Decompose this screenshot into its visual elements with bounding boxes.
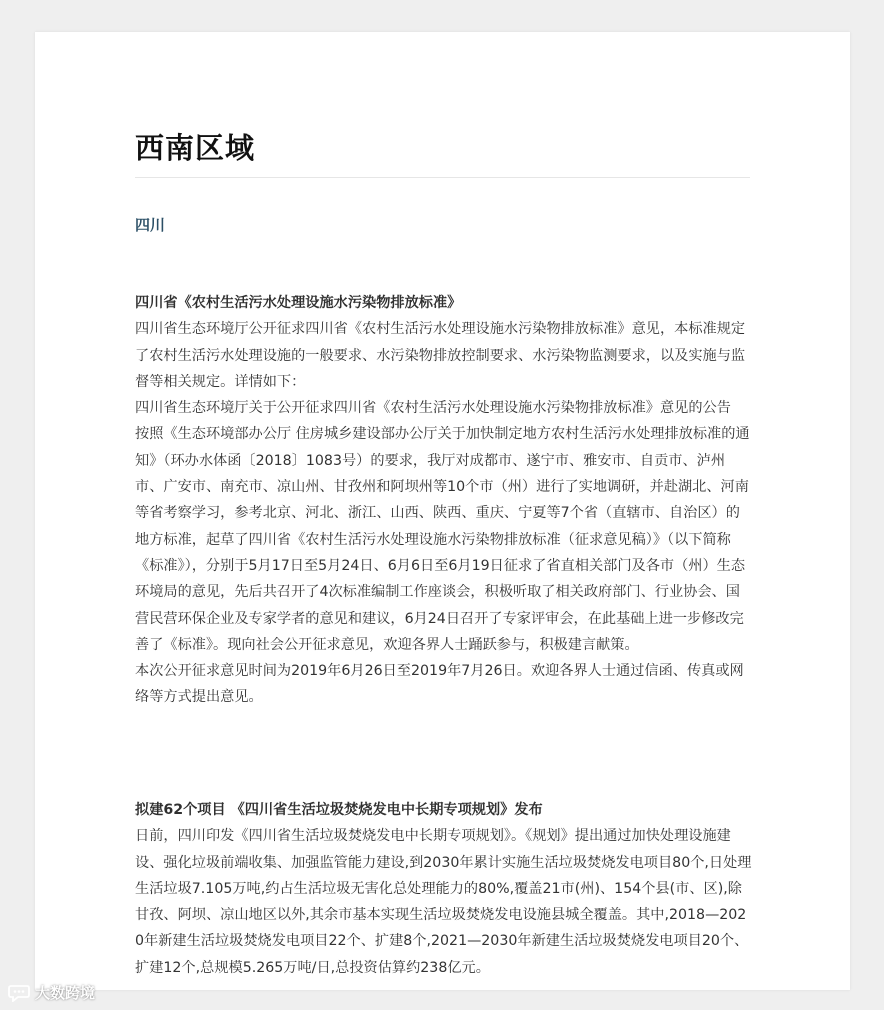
watermark: [8, 982, 95, 1003]
article-paragraph: 四川省生态环境厅关于公开征求四川省《农村生活污水处理设施水污染物排放标准》意见的公告: [135, 400, 731, 417]
article-paragraph: 按照《生态环境部办公厅 住房城乡建设部办公厅关于加快制定地方农村生活污水处理排放标准的通知》（环办水体函〔2018〕1083号）的要求，我厅对成都市、遂宁市、雅安市、自贡市、泸州市、广安市、南充市、凉山州、甘孜州和阿坝州等10个市（州）进行了实地调研，并赴湖北、河南等省考察学习，参考北京、河北、浙江、山西、陕西、重庆、宁夏等7个省（直辖市、自治区）的地方标准，起草了四川省《农村生活污水处理设施水污染物排放标准（征求意见稿）》（以下简称《标准》），分别于5月17日至5月24日、6月6日至6月19日征求了省直相关部门及各市（州）生态环境局的意见，先后共召开了4次标准编制工作座谈会，积极听取了相关政府部门、行业协会、国营民营环保企业及专家学者的意见和建议，6月24日召开了专家评审会，在此基础上进一步修改完善了《标准》。现向社会公开征求意见，欢迎各界人士踊跃参与，积极建言献策。: [135, 426, 750, 653]
watermark-text: 大数跨境: [35, 984, 96, 1002]
article-waste-incineration-plan: [135, 797, 752, 981]
article-title: 拟建62个项目 《四川省生活垃圾焚烧发电中长期专项规划》发布: [135, 802, 543, 818]
article-title: 四川省《农村生活污水处理设施水污染物排放标准》: [135, 295, 462, 311]
article-card: [35, 32, 850, 990]
article-sichuan-sewage-standard: [135, 290, 752, 711]
title-divider: [135, 177, 750, 178]
article-paragraph: 四川省生态环境厅公开征求四川省《农村生活污水处理设施水污染物排放标准》意见，本标准规定了农村生活污水处理设施的一般要求、水污染物排放控制要求、水污染物监测要求，以及实施与监督等相关规定。详情如下：: [135, 321, 746, 390]
region-heading: 四川: [135, 216, 166, 234]
article-paragraph: 本次公开征求意见时间为2019年6月26日至2019年7月26日。欢迎各界人士通过信函、传真或网络等方式提出意见。: [135, 663, 744, 706]
chat-bubble-logo-icon: [8, 984, 30, 1002]
page-title: 西南区域: [135, 131, 256, 165]
article-paragraph: 日前，四川印发《四川省生活垃圾焚烧发电中长期专项规划》。《规划》提出通过加快处理设施建设、强化垃圾前端收集、加强监管能力建设,到2030年累计实施生活垃圾焚烧发电项目80个,日处理生活垃圾7.105万吨,约占生活垃圾无害化总处理能力的80%,覆盖21市(州)、154个县(市、区),除甘孜、阿坝、凉山地区以外,其余市基本实现生活垃圾焚烧发电设施县城全覆盖。其中,2018—2020年新建生活垃圾焚烧发电项目22个、扩建8个,2021—2030年新建生活垃圾焚烧发电项目20个、扩建12个,总规模5.265万吨/日,总投资估算约238亿元。: [135, 828, 752, 976]
